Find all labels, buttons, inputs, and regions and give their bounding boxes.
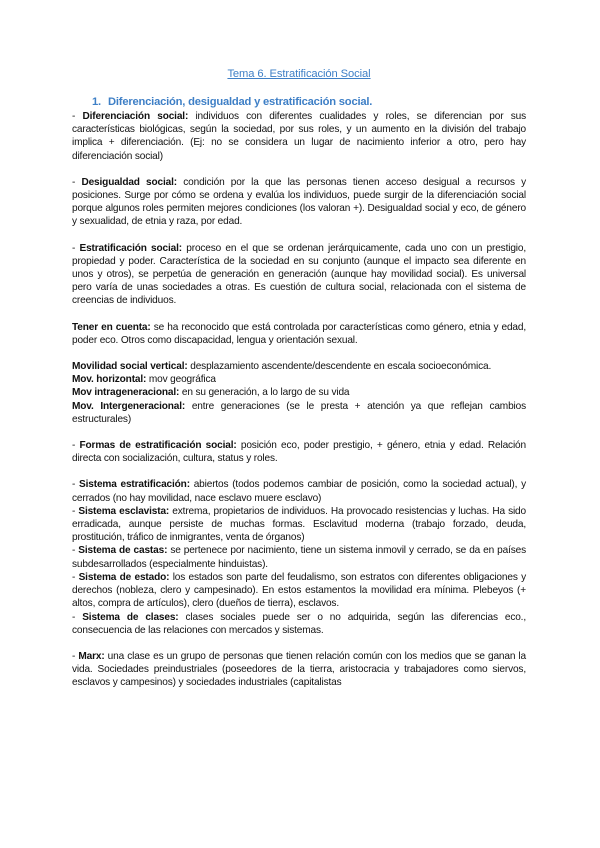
definition: clases sociales puede ser o no adquirida, según las diferencias eco., consecuencia de las relaciones con mercados y sistemas. <box>72 611 526 636</box>
paragraph-mov-intergeneracional <box>72 400 526 426</box>
definition: individuos con diferentes cualidades y roles, se diferencian por sus características biológicas, según la sociedad, por sus roles, y un aumento en la división del trabajo implica + diferenciación. (Ej: no se considera un lugar de nacimiento inferior a otro, pero hay diferenciación social) <box>72 111 526 162</box>
paragraph-diferenciacion <box>72 110 526 163</box>
document-title: Tema 6. Estratificación Social <box>227 68 371 80</box>
term: Sistema de estado: <box>78 571 170 583</box>
section-number: 1. <box>92 96 101 108</box>
paragraph-estratificacion <box>72 242 526 308</box>
definition: los estados son parte del feudalismo, son estratos con diferentes obligaciones y derechos (nobleza, clero y campesinado). En estos estamentos la movilidad era mínima. Plebeyos (+ altos, compra de artículos), clero (dueños de tierra), esclavos. <box>72 571 526 610</box>
definition: abiertos (todos podemos cambiar de posición, como la sociedad actual), y cerrados (no hay movilidad, nace esclavo muere esclavo) <box>72 479 526 504</box>
term: Tener en cuenta: <box>72 321 151 333</box>
dash: - <box>72 111 83 122</box>
section-heading <box>92 96 526 108</box>
term: Sistema esclavista: <box>78 505 170 517</box>
section-label: Diferenciación, desigualdad y estratificación social. <box>108 96 373 108</box>
definition: condición por la que las personas tienen acceso desigual a recursos y posiciones. Surge por cómo se ordena y evalúa los individuos, puede surgir de la diferenciación social porque algunos roles permiten mejores condiciones (los valoran +). Desigualdad social y eco, de género y sexualidad, de etnia y raza, por edad. <box>72 176 526 228</box>
definition: extrema, propietarios de individuos. Ha provocado resistencias y luchas. Ha sido erradicada, aunque persiste de muchas formas. Esclavitud moderna (trabajo forzado, deuda, prostitución, tráfico de inmigrantes, venta de órganos) <box>72 505 526 544</box>
term: Sistema de castas: <box>78 545 168 557</box>
paragraph-sistema-estado: - Sistema de estado: los estados son parte del feudalismo, son estratos con diferentes obligaciones y derechos (nobleza, clero y campesinado). En estos estamentos la movilidad era mínima. Plebeyos (+ altos, compra de artículos), clero (dueños de tierra), esclavos. <box>72 571 526 610</box>
dash: - <box>72 242 80 254</box>
definition: entre generaciones (se le presta + atención ya que reflejan cambios estructurales) <box>72 400 526 425</box>
definition: mov geográfica <box>146 374 216 386</box>
definition: se pertenece por nacimiento, tiene un sistema inmovil y cerrado, se da en países subdesarrollados (especialmente hinduistas). <box>72 545 526 570</box>
term: Mov intrageneracional: <box>72 387 180 399</box>
dash: - <box>72 176 82 188</box>
definition: posición eco, poder prestigio, + género, etnia y edad. Relación directa con socialización, cultura, status y roles. <box>72 440 526 465</box>
document-page <box>72 68 526 690</box>
definition: una clase es un grupo de personas que tienen relación común con los medios que se ganan la vida. Sociedades preindustriales (poseedores de la tierra, aristocracia y trabajadores como siervos, esclavos y campesinos) y sociedades industriales (capitalistas <box>72 650 526 689</box>
definition: desplazamiento ascendente/descendente en escala socioeconómica. <box>187 361 492 373</box>
paragraph-desigualdad <box>72 176 526 229</box>
paragraph-sistema-estratificacion: - Sistema estratificación: abiertos (todos podemos cambiar de posición, como la sociedad actual), y cerrados (no hay movilidad, nace esclavo muere esclavo) <box>72 479 526 504</box>
term: Marx: <box>78 650 105 662</box>
paragraph-formas <box>72 439 526 465</box>
paragraph-movilidad-vertical <box>72 360 526 373</box>
term: Mov. horizontal: <box>72 374 147 386</box>
term: Desigualdad social: <box>81 176 177 188</box>
term: Estratificación social: <box>79 242 182 254</box>
term: Movilidad social vertical: <box>72 361 188 373</box>
paragraph-sistema-clases: - Sistema de clases: clases sociales puede ser o no adquirida, según las diferencias eco., consecuencia de las relaciones con mercados y sistemas. <box>72 611 526 636</box>
definition: proceso en el que se ordenan jerárquicamente, cada uno con un prestigio, propiedad y poder. Característica de la sociedad en su conjunto (aunque el impacto sea diferente en unos y otros), se perpetúa de generación en generación (aunque hay movilidad social). Es universal pero varía de unas sociedades a otras. Es cuestión de cultura social, relacionada con el sistema de creencias de individuos. <box>72 242 527 307</box>
term: Formas de estratificación social: <box>79 440 237 452</box>
term: Sistema estratificación: <box>79 479 190 491</box>
term: Mov. Intergeneracional: <box>72 400 186 412</box>
paragraph-sistema-castas: - Sistema de castas: se pertenece por nacimiento, tiene un sistema inmovil y cerrado, se da en países subdesarrollados (especialmente hinduistas). <box>72 545 526 570</box>
paragraph-mov-horizontal <box>72 373 526 386</box>
paragraph-marx <box>72 650 526 690</box>
term: Sistema de clases: <box>82 611 179 623</box>
dash: - <box>72 650 79 662</box>
definition: en su generación, a lo largo de su vida <box>179 387 350 399</box>
definition: se ha reconocido que está controlada por características como género, etnia y edad, poder eco. Otros como discapacidad, lengua y orientación sexual. <box>72 321 527 346</box>
paragraph-sistema-esclavista: - Sistema esclavista: extrema, propietarios de individuos. Ha provocado resistencias y luchas. Ha sido erradicada, aunque persiste de muchas formas. Esclavitud moderna (trabajo forzado, deuda, prostitución, tráfico de inmigrantes, venta de órganos) <box>72 505 526 544</box>
paragraph-tener-en-cuenta <box>72 321 526 347</box>
term: Diferenciación social: <box>82 111 189 122</box>
dash: - <box>72 440 80 452</box>
paragraph-mov-intrageneracional <box>72 386 526 399</box>
